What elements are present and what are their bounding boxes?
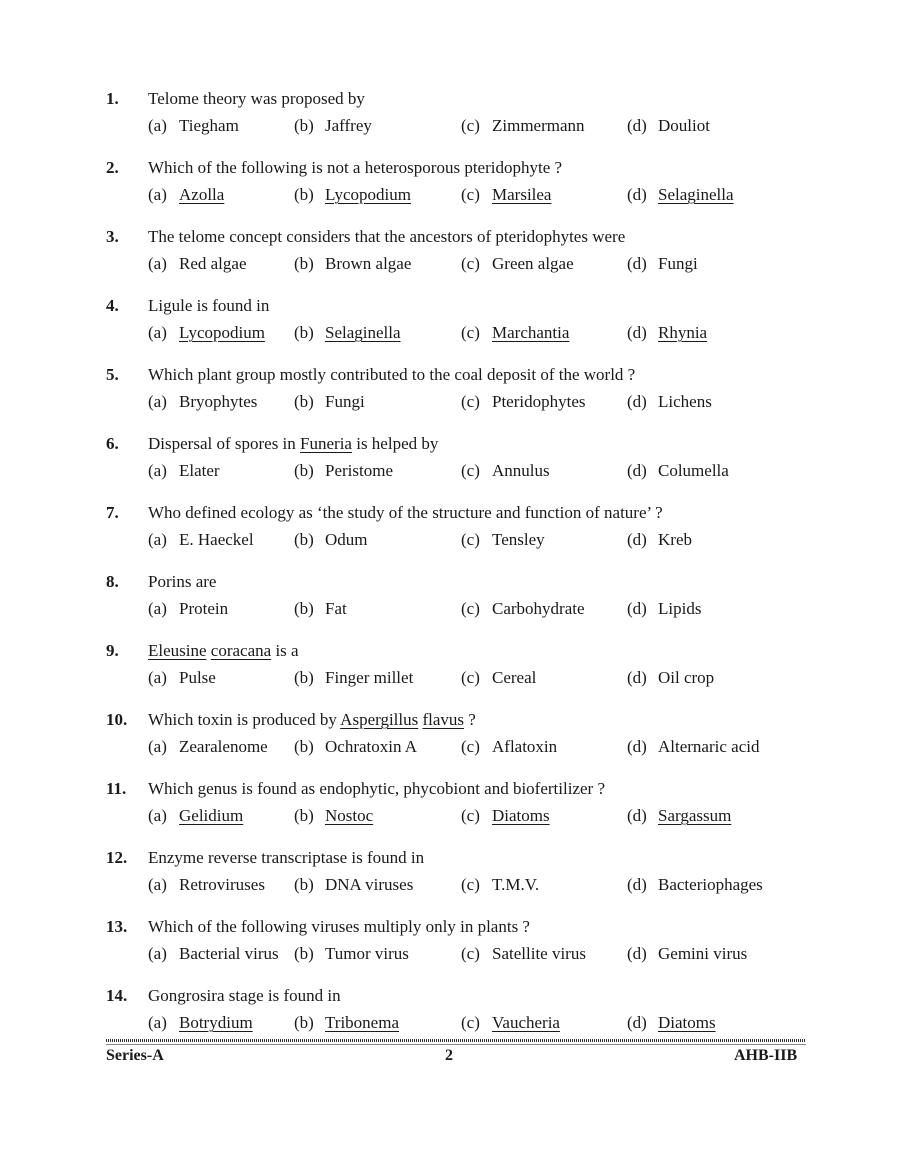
option-label: (b): [294, 806, 314, 825]
option-label: (c): [461, 668, 480, 687]
option-label: (b): [294, 1013, 314, 1032]
option-a: [148, 599, 228, 619]
option-c: [461, 875, 539, 895]
option-c: [461, 1013, 560, 1033]
option-d: [627, 737, 759, 757]
option-text: Columella: [658, 461, 729, 480]
question-text-part: Which toxin is produced by: [148, 710, 341, 729]
option-label: (c): [461, 392, 480, 411]
option-text: Protein: [179, 599, 229, 618]
option-c: [461, 461, 550, 481]
option-text: Zimmermann: [492, 116, 585, 135]
option-c: [461, 737, 557, 757]
option-label: (a): [148, 1013, 167, 1032]
option-b: [294, 392, 365, 412]
question-text-italic-term: Eleusine: [148, 641, 207, 660]
option-text: Oil crop: [658, 668, 715, 687]
option-d: [627, 806, 731, 826]
option-label: (a): [148, 737, 167, 756]
option-label: (d): [627, 323, 647, 342]
option-a: [148, 944, 279, 964]
option-label: (d): [627, 737, 647, 756]
question-text: The telome concept considers that the ancestors of pteridophytes were: [148, 227, 626, 246]
option-text: Carbohydrate: [492, 599, 585, 618]
question-text: Enzyme reverse transcriptase is found in: [148, 848, 425, 867]
option-label: (b): [294, 254, 314, 273]
option-text: Lipids: [658, 599, 702, 618]
option-text: Zearalenome: [179, 737, 268, 756]
question-number: 4.: [106, 296, 119, 315]
option-text: Bryophytes: [179, 392, 258, 411]
option-label: (b): [294, 668, 314, 687]
option-label: (b): [294, 875, 314, 894]
option-text: Annulus: [492, 461, 550, 480]
option-c: [461, 254, 574, 274]
option-text: Selaginella: [325, 323, 401, 342]
question-number: 5.: [106, 365, 119, 384]
option-a: [148, 116, 239, 136]
option-label: (c): [461, 116, 480, 135]
question-list: [0, 86, 900, 1052]
option-b: [294, 530, 368, 550]
option-text: Fat: [325, 599, 347, 618]
option-label: (d): [627, 599, 647, 618]
option-text: Bacterial virus: [179, 944, 279, 963]
option-text: Jaffrey: [325, 116, 372, 135]
option-label: (d): [627, 461, 647, 480]
option-text: DNA viruses: [325, 875, 414, 894]
option-label: (a): [148, 875, 167, 894]
option-text: Retroviruses: [179, 875, 265, 894]
option-d: [627, 875, 763, 895]
option-a: [148, 737, 268, 757]
option-text: Red algae: [179, 254, 247, 273]
option-text: Lycopodium: [325, 185, 411, 204]
footer-page-number: 2: [445, 1047, 453, 1064]
option-label: (a): [148, 461, 167, 480]
option-text: Fungi: [658, 254, 698, 273]
option-label: (a): [148, 668, 167, 687]
option-label: (c): [461, 875, 480, 894]
option-a: [148, 806, 243, 826]
question-text: [148, 434, 438, 454]
question-text-italic-term: flavus: [422, 710, 465, 729]
question-number: 1.: [106, 89, 119, 108]
option-text: Gemini virus: [658, 944, 748, 963]
option-label: (a): [148, 599, 167, 618]
option-text: Fungi: [325, 392, 365, 411]
question-text: Which of the following viruses multiply only in plants ?: [148, 917, 530, 936]
option-a: [148, 875, 265, 895]
option-text: Gelidium: [179, 806, 244, 825]
option-label: (b): [294, 185, 314, 204]
option-b: [294, 668, 413, 688]
option-a: [148, 1013, 253, 1033]
question-text: Who defined ecology as ‘the study of the structure and function of nature’ ?: [148, 503, 663, 522]
option-text: T.M.V.: [492, 875, 540, 894]
question-13: [0, 914, 900, 983]
option-label: (c): [461, 1013, 480, 1032]
question-number: 2.: [106, 158, 119, 177]
question-text: Telome theory was proposed by: [148, 89, 365, 108]
option-d: [627, 323, 707, 343]
option-a: [148, 530, 254, 550]
question-number: 9.: [106, 641, 119, 660]
option-label: (d): [627, 392, 647, 411]
option-text: Botrydium: [179, 1013, 253, 1032]
question-number: 14.: [106, 986, 128, 1005]
question-number: 12.: [106, 848, 128, 867]
question-text: Which of the following is not a heterosporous pteridophyte ?: [148, 158, 563, 177]
option-text: Rhynia: [658, 323, 708, 342]
option-label: (b): [294, 392, 314, 411]
question-number: 13.: [106, 917, 128, 936]
question-text: Gongrosira stage is found in: [148, 986, 341, 1005]
option-label: (b): [294, 737, 314, 756]
option-label: (b): [294, 599, 314, 618]
option-label: (b): [294, 461, 314, 480]
option-label: (a): [148, 185, 167, 204]
option-c: [461, 599, 585, 619]
option-b: [294, 875, 413, 895]
option-d: [627, 668, 714, 688]
option-c: [461, 806, 550, 826]
option-a: [148, 461, 220, 481]
question-number: 6.: [106, 434, 119, 453]
option-text: Pteridophytes: [492, 392, 586, 411]
option-d: [627, 116, 710, 136]
question-text-part: is a: [271, 641, 299, 660]
question-text: [148, 641, 299, 661]
option-label: (d): [627, 668, 647, 687]
option-a: [148, 185, 224, 205]
option-c: [461, 668, 536, 688]
option-d: [627, 392, 712, 412]
question-11: [0, 776, 900, 845]
question-10: [0, 707, 900, 776]
footer-rule: [106, 1039, 806, 1042]
option-label: (d): [627, 875, 647, 894]
option-label: (c): [461, 530, 480, 549]
option-text: E. Haeckel: [179, 530, 254, 549]
option-label: (c): [461, 944, 480, 963]
option-text: Selaginella: [658, 185, 734, 204]
option-a: [148, 668, 216, 688]
option-b: [294, 323, 401, 343]
option-label: (d): [627, 116, 647, 135]
question-3: [0, 224, 900, 293]
option-text: Elater: [179, 461, 220, 480]
question-12: [0, 845, 900, 914]
option-text: Nostoc: [325, 806, 374, 825]
option-label: (d): [627, 530, 647, 549]
option-b: [294, 254, 411, 274]
option-text: Peristome: [325, 461, 393, 480]
option-a: [148, 254, 247, 274]
option-text: Finger millet: [325, 668, 414, 687]
option-label: (b): [294, 116, 314, 135]
option-label: (c): [461, 461, 480, 480]
option-text: Marsilea: [492, 185, 552, 204]
question-text: Porins are: [148, 572, 217, 591]
option-text: Azolla: [179, 185, 225, 204]
question-text-italic-term: Aspergillus: [340, 710, 419, 729]
option-text: Diatoms: [492, 806, 550, 825]
option-text: Odum: [325, 530, 368, 549]
question-text-italic-term: Funeria: [300, 434, 352, 453]
question-7: [0, 500, 900, 569]
option-text: Tribonema: [325, 1013, 399, 1032]
option-label: (c): [461, 185, 480, 204]
option-c: [461, 944, 586, 964]
option-text: Tiegham: [179, 116, 239, 135]
option-text: Ochratoxin A: [325, 737, 418, 756]
option-d: [627, 461, 729, 481]
option-text: Tumor virus: [325, 944, 409, 963]
question-9: [0, 638, 900, 707]
option-c: [461, 185, 551, 205]
option-text: Brown algae: [325, 254, 412, 273]
option-label: (a): [148, 944, 167, 963]
option-d: [627, 599, 701, 619]
option-b: [294, 185, 411, 205]
question-6: [0, 431, 900, 500]
option-label: (c): [461, 323, 480, 342]
option-text: Lichens: [658, 392, 712, 411]
option-text: Bacteriophages: [658, 875, 763, 894]
option-d: [627, 944, 747, 964]
option-text: Douliot: [658, 116, 710, 135]
option-b: [294, 737, 417, 757]
question-text: [148, 710, 476, 730]
footer-series: Series-A: [106, 1047, 164, 1064]
question-5: [0, 362, 900, 431]
option-label: (c): [461, 599, 480, 618]
option-b: [294, 599, 347, 619]
option-label: (d): [627, 806, 647, 825]
option-text: Marchantia: [492, 323, 570, 342]
option-label: (b): [294, 530, 314, 549]
option-c: [461, 323, 569, 343]
footer-booklet-code: AHB-IIB: [734, 1047, 798, 1064]
option-text: Tensley: [492, 530, 545, 549]
option-text: Cereal: [492, 668, 537, 687]
option-b: [294, 944, 409, 964]
question-text-part: is helped by: [351, 434, 439, 453]
question-text-italic-term: coracana: [210, 641, 272, 660]
question-text: Which plant group mostly contributed to the coal deposit of the world ?: [148, 365, 636, 384]
question-text-part: Dispersal of spores in: [148, 434, 301, 453]
option-b: [294, 806, 373, 826]
option-text: Satellite virus: [492, 944, 586, 963]
question-text: Which genus is found as endophytic, phycobiont and biofertilizer ?: [148, 779, 605, 798]
question-number: 7.: [106, 503, 119, 522]
question-2: [0, 155, 900, 224]
option-text: Lycopodium: [179, 323, 265, 342]
option-label: (a): [148, 392, 167, 411]
question-number: 8.: [106, 572, 119, 591]
option-text: Diatoms: [658, 1013, 716, 1032]
option-text: Aflatoxin: [492, 737, 558, 756]
option-d: [627, 254, 698, 274]
option-text: Sargassum: [658, 806, 732, 825]
question-number: 3.: [106, 227, 119, 246]
option-label: (c): [461, 806, 480, 825]
option-a: [148, 392, 257, 412]
option-label: (a): [148, 323, 167, 342]
option-c: [461, 116, 585, 136]
option-text: Alternaric acid: [658, 737, 760, 756]
option-b: [294, 1013, 399, 1033]
option-b: [294, 461, 393, 481]
footer-rule-line: [106, 1044, 806, 1045]
question-4: [0, 293, 900, 362]
question-text-part: ?: [464, 710, 476, 729]
question-1: [0, 86, 900, 155]
option-label: (d): [627, 1013, 647, 1032]
option-label: (a): [148, 116, 167, 135]
option-label: (b): [294, 944, 314, 963]
option-text: Vaucheria: [492, 1013, 560, 1032]
option-label: (a): [148, 806, 167, 825]
question-number: 11.: [106, 779, 127, 798]
option-text: Green algae: [492, 254, 574, 273]
option-text: Kreb: [658, 530, 692, 549]
question-text: Ligule is found in: [148, 296, 270, 315]
option-label: (c): [461, 737, 480, 756]
option-label: (d): [627, 944, 647, 963]
option-label: (b): [294, 323, 314, 342]
option-d: [627, 1013, 716, 1033]
option-label: (a): [148, 254, 167, 273]
option-label: (d): [627, 185, 647, 204]
option-label: (c): [461, 254, 480, 273]
option-b: [294, 116, 372, 136]
option-a: [148, 323, 265, 343]
question-number: 10.: [106, 710, 128, 729]
option-c: [461, 392, 586, 412]
option-label: (a): [148, 530, 167, 549]
option-label: (d): [627, 254, 647, 273]
option-d: [627, 185, 734, 205]
question-8: [0, 569, 900, 638]
option-d: [627, 530, 692, 550]
option-text: Pulse: [179, 668, 216, 687]
option-c: [461, 530, 545, 550]
